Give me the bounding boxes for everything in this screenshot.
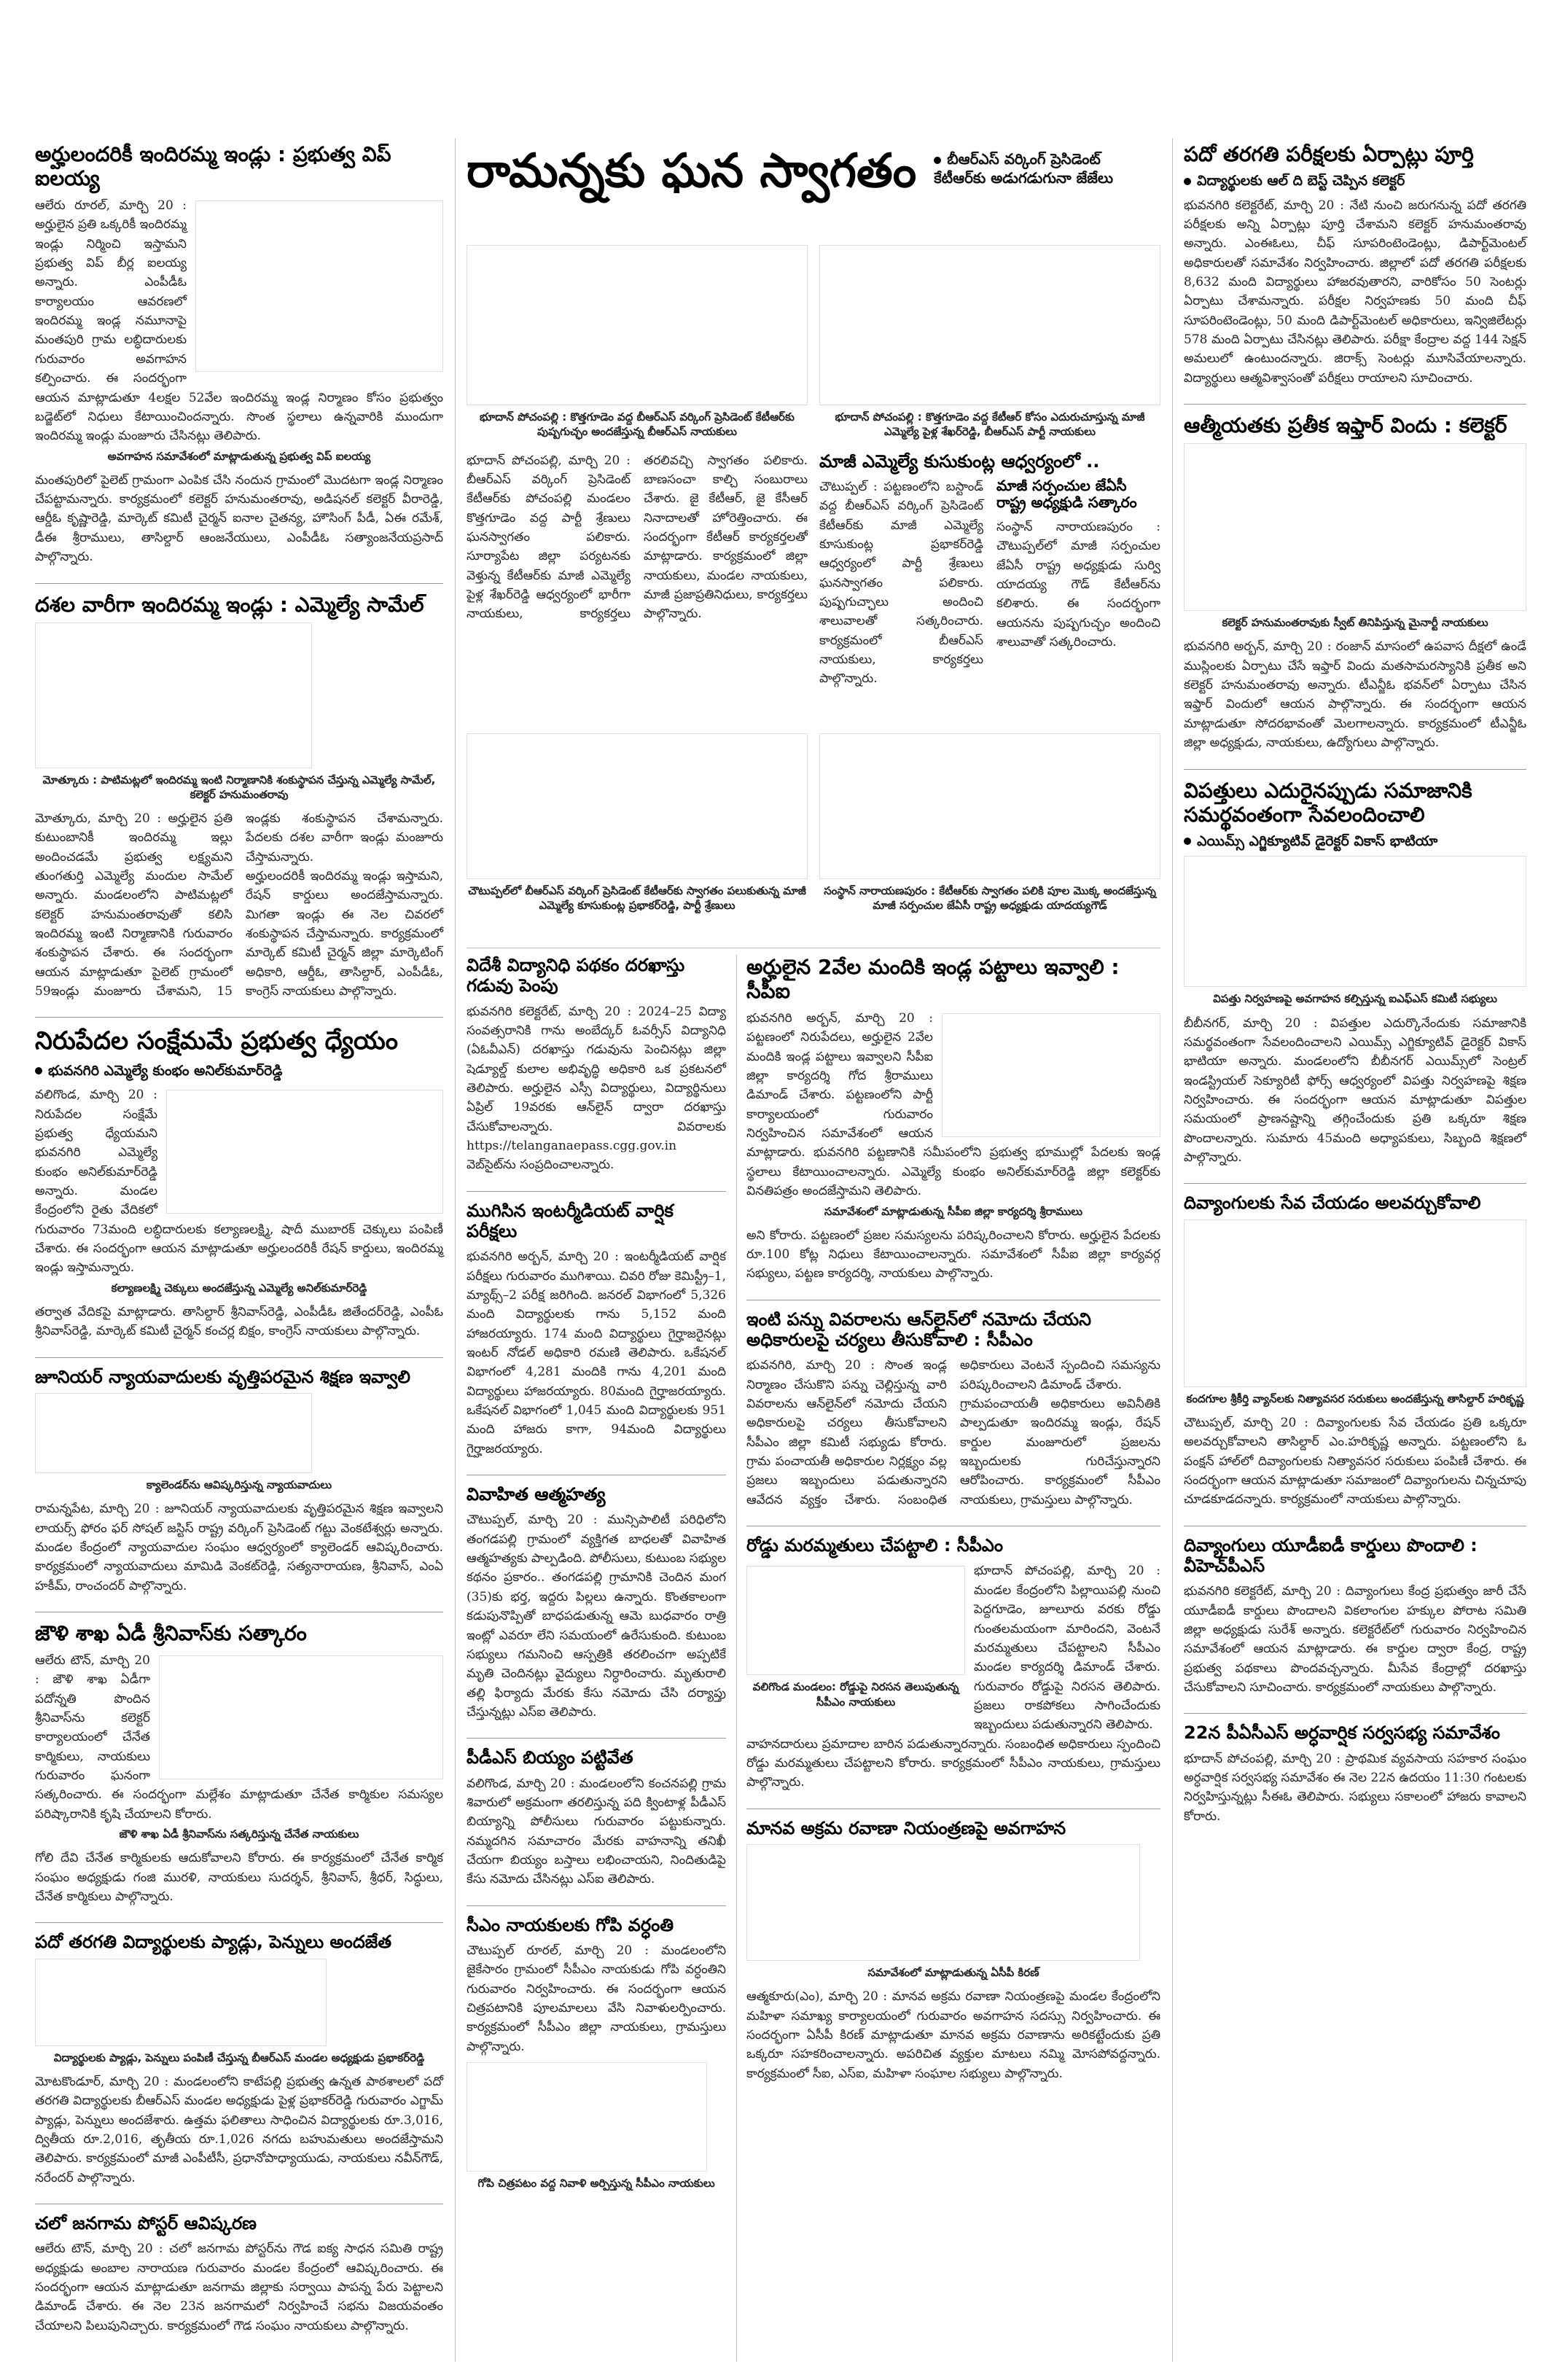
story-pacs-meeting: [1184, 1722, 1531, 1826]
story-body: ఆలేరు రూరల్, మార్చి 20 : అర్హులైన ప్రతి ఒక్కరికీ ఇందిరమ్మ ఇండ్లు నిర్మించి ఇస్తామని ప్రభుత్వ విప్ బీర్ల ఐలయ్య అన్నారు. ఎంపీడీఓ కార్యాలయం ఆవరణలో ఇందిరమ్మ ఇండ్ల నమూనాపై మంతపురి గ్రామ లబ్ధిదారులకు గురువారం అవగాహన కల్పించారు. ఈ సందర్భంగా ఆయన మాట్లాడుతూ 4లక్షల 52వేల ఇందిరమ్మ ఇండ్ల నిర్మాణం కోసం ప్రభుత్వం బడ్జెట్‌లో నిధులు కేటాయించిందన్నారు. సొంత స్థలాలు ఉన్నవారికి ముందుగా ఇందిరమ్మ ఇండ్లు మంజూరు చేసినట్లు తెలిపారు.: [35, 198, 448, 444]
divider: [1184, 769, 1526, 770]
story-gopi-death-anniversary: [467, 1914, 730, 2191]
headline: మానవ అక్రమ రవాణా నియంత్రణపై అవగాహన: [746, 1817, 1066, 1838]
story-intermediate-exams: [467, 1200, 730, 1459]
headline: అర్హులందరికీ ఇందిరమ్మ ఇండ్లు : ప్రభుత్వ విప్ ఐలయ్య: [35, 142, 391, 191]
headline: దివ్యాంగులు యూడీఐడీ కార్డులు పొందాలి : వీహెచ్‌పీఎస్: [1184, 1534, 1478, 1576]
story-textile-ad-felicitation: [35, 1620, 448, 1906]
story-exam-pads-distribution: [35, 1932, 448, 2188]
story-road-repairs-cpm: [746, 1535, 1165, 1792]
headline: రోడ్డు మరమ్మతులు చేపట్టాలి : సీపీఎం: [746, 1535, 1004, 1556]
banner-photos-row2: [467, 729, 1160, 948]
story-body: భువనగిరి అర్బన్, మార్చి 20 : రంజాన్ మాసంలో ఉపవాస దీక్షలో ఉండే ముస్లింలకు ఏర్పాటు చేసే ఇఫ్తార్ విందు మతసామరస్యానికి ప్రతీక అని కలెక్టర్ హనుమంతరావు అన్నారు. టీఎన్జీఓ భవన్‌లో ఏర్పాటు చేసిన ఇఫ్తార్ విందులో ఆయన పాల్గొన్నారు. ఈ సందర్భంగా ఆయన మాట్లాడుతూ సోదరభావంతో మెలగాలన్నారు. కార్యక్రమంలో టీఎన్జీఓ జిల్లా అధ్యక్షుడు, నాయకులు, ఉద్యోగులు పాల్గొన్నారు.: [1184, 639, 1531, 751]
bullet-icon: [1184, 838, 1191, 845]
story-body: అని కోరారు. పట్టణంలో ప్రజల సమస్యలను పరిష్కరించాలని కోరారు. అర్హులైన పేదలకు రూ.100 కోట్ల నిధులు కేటాయించాలన్నారు. సమావేశంలో సీపీఐ జిల్లా కార్యవర్గ సభ్యులు, పట్టణ కార్యదర్శి, నాయకులు పాల్గొన్నారు.: [746, 1228, 1165, 1281]
story-body: చౌటుప్పల్, మార్చి 20 : మున్సిపాలిటీ పరిధిలోని తంగడపల్లి గ్రామంలో వ్యక్తిగత బాధలతో వివాహిత ఆత్మహత్యకు పాల్పడింది. పోలీసులు, కుటుంబ సభ్యుల కథనం ప్రకారం.. తంగడపల్లి గ్రామానికి చెందిన మంగ (35)కు భర్త, ఇద్దరు పిల్లలు ఉన్నారు. కొంతకాలంగా కడుపునొప్పితో బాధపడుతున్న ఆమె బుధవారం రాత్రి ఇంట్లో ఎవరూ లేని సమయంలో ఉరేసుకుంది. కుటుంబ సభ్యులు గమనించి ఆస్పత్రికి తరలించగా అప్పటికే మృతి చెందినట్లు వైద్యులు నిర్ధారించారు. మృతురాలి తల్లి ఫిర్యాదు మేరకు కేసు నమోదు చేసి దర్యాప్తు చేస్తున్నట్లు ఎస్ఐ తెలిపారు.: [467, 1513, 730, 1720]
photo-caption: వలిగొండ మండలం: రోడ్డుపై నిరసన తెలుపుతున్న సీపీఎం నాయకులు: [752, 1680, 959, 1709]
story-body: గ్రామపంచాయతీ అధికారులు అవినీతికి పాల్పడుతూ ఇందిరమ్మ ఇండ్లు, రేషన్ కార్డుల మంజూరులో ప్రజలను ఇబ్బందులకు గురిచేస్తున్నారని ఆరోపించారు. కార్యక్రమంలో సీపీఎం నాయకులు, గ్రామస్తులు పాల్గొన్నారు.: [960, 1397, 1165, 1507]
headline: ఇంటి పన్ను వివరాలను ఆన్‌లైన్‌లో నమోదు చేయని అధికారులపై చర్యలు తీసుకోవాలి : సీపీఎం: [746, 1308, 1091, 1351]
divider: [35, 1017, 443, 1018]
banner-subheadline: [934, 149, 1138, 187]
news-photo: [1184, 856, 1526, 987]
divider: [467, 1738, 726, 1739]
story-serve-disabled: [1184, 1193, 1531, 1509]
story-body: చౌటుప్పల్ రూరల్, మార్చి 20 : మండలంలోని జైకేసారం గ్రామంలో సీపీఎం నాయకుడు గోపి వర్ధంతిని గురువారం నిర్వహించారు. ఈ సందర్భంగా ఆయన చిత్రపటానికి పూలమాలలు వేసి నివాళులర్పించారు. కార్యక్రమంలో సీపీఎం జిల్లా నాయకులు, గ్రామస్తులు పాల్గొన్నారు.: [467, 1943, 730, 2054]
bullet-icon: [35, 1067, 42, 1074]
subheadline: [1184, 172, 1526, 190]
headline: పదో తరగతి పరీక్షలకు ఏర్పాట్లు పూర్తి: [1184, 142, 1474, 166]
news-photo: [1184, 443, 1526, 611]
story-body: ఆలేరు టౌన్, మార్చి 20 : జౌళి శాఖ ఏడీగా పదోన్నతి పొందిన శ్రీనివాస్‌ను కలెక్టర్ కార్యాలయంలో చేనేత కార్మికులు, నాయకులు గురువారం ఘనంగా సత్కరించారు. ఈ సందర్భంగా మల్లేశం మాట్లాడుతూ చేనేత కార్మికుల సమస్యల పరిష్కారానికి కృషి చేయాలని కోరారు.: [35, 1653, 448, 1822]
news-photo: [467, 2062, 707, 2172]
story-online-tax-cpm: [746, 1308, 1165, 1510]
story-body: భూదాన్ పోచంపల్లి, మార్చి 20 : బీఆర్ఎస్ వర్కింగ్ ప్రెసిడెంట్ కేటీఆర్‌కు పోచంపల్లి మండలం కొత్తగూడెం వద్ద పార్టీ శ్రేణులు ఘనస్వాగతం పలికారు. సూర్యాపేట జిల్లా పర్యటనకు వెళ్తున్న కేటీఆర్‌కు మాజీ ఎమ్మెల్యే పైళ్ల శేఖర్‌రెడ్డి ఆధ్వర్యంలో భారీగా నాయకులు, కార్యకర్తలు తరలివచ్చి స్వాగతం పలికారు. బాణసంచా కాల్చి సంబురాలు చేశారు. జై కేటీఆర్, జై కేసీఆర్ నినాదాలతో హోరెత్తించారు. ఈ సందర్భంగా కేటీఆర్ కార్యకర్తలతో మాట్లాడారు. కార్యక్రమంలో జిల్లా నాయకులు, మండల నాయకులు, మాజీ ప్రజాప్రతినిధులు, కార్యకర్తలు పాల్గొన్నారు.: [467, 453, 812, 622]
headline: వివాహిత ఆత్మహత్య: [467, 1484, 606, 1505]
news-photo: [159, 1655, 443, 1779]
photo-caption: కందగూల శ్రీకీర్తి వ్యాన్‌లకు నిత్యావసర సరుకులు అందజేస్తున్న తాసిల్దార్ హరికృష్ణ: [1186, 1392, 1524, 1405]
headline: మాజీ సర్పంచుల జేఏసీ రాష్ట్ర అధ్యక్షుడి సత్కారం: [996, 476, 1137, 512]
photo-caption: అవగాహన సమావేశంలో మాట్లాడుతున్న ప్రభుత్వ విప్ ఐలయ్య: [107, 449, 371, 463]
headline: విదేశీ విద్యానిధి పథకం దరఖాస్తు గడువు పెంపు: [467, 955, 685, 996]
news-photo: [746, 1844, 1140, 1961]
story-body: అర్హులందరికీ ఇందిరమ్మ ఇండ్లు ఇస్తామని, రేషన్ కార్డులు అందజేస్తామన్నారు. మిగతా ఇండ్లు ఈ నెల చివరలో శంకుస్థాపన చేస్తామన్నారు. కార్యక్రమంలో మార్కెట్ కమిటీ చైర్మన్ జిల్లా మార్కెటింగ్ అధికారి, ఆర్డీఓ, తాసిల్దార్, ఎంపీడీఓ, కాంగ్రెస్ నాయకులు పాల్గొన్నారు.: [246, 869, 448, 999]
divider: [467, 1905, 726, 1906]
story-body: చౌటుప్పల్ : పట్టణంలోని బస్టాండ్ వద్ద బీఆర్ఎస్ వర్కింగ్ ప్రెసిడెంట్ కేటీఆర్‌కు మాజీ ఎమ్మెల్యే కూసుకుంట్ల ప్రభాకర్‌రెడ్డి ఆధ్వర్యంలో పార్టీ శ్రేణులు ఘనస్వాగతం పలికారు. పుష్పగుచ్ఛాలు అందించి శాలువాలతో సత్కరించారు. కార్యక్రమంలో బీఆర్ఎస్ నాయకులు, కార్యకర్తలు పాల్గొన్నారు.: [819, 479, 988, 687]
divider: [35, 1922, 443, 1923]
story-iftar-dinner: [1184, 413, 1531, 752]
story-house-pattas-cpi: [746, 955, 1165, 1284]
bullet-icon: [1184, 178, 1191, 185]
photo-caption: చౌటుప్పల్‌లో బీఆర్ఎస్ వర్కింగ్ ప్రెసిడెంట్ కేటీఆర్‌కు స్వాగతం పలుకుతున్న మాజీ ఎమ్మెల్యే కూసుకుంట్ల ప్రభాకర్‌రెడ్డి, పార్టీ శ్రేణులు: [468, 884, 806, 913]
subheadline: [1184, 832, 1526, 851]
story-body: ఆలేరు టౌన్, మార్చి 20 : చలో జనగామ పోస్టర్‌ను గౌడ ఐక్య సాధన సమితి రాష్ట్ర అధ్యక్షుడు అంబాల నారాయణ గురువారం మండల కేంద్రంలో ఆవిష్కరించారు. ఈ సందర్భంగా ఆయన మాట్లాడుతూ జనగామ జిల్లాకు సర్వాయి పాపన్న పేరు పెట్టాలని డిమాండ్ చేశారు. ఈ నెల 23న జనగామలో నిర్వహించే సభను విజయవంతం చేయాలని పిలుపునిచ్చారు. కార్యక్రమంలో గౌడ సంఘం నాయకులు పాల్గొన్నారు.: [35, 2242, 448, 2333]
news-photo: [467, 733, 808, 879]
subheadline-text: ఎయిమ్స్ ఎగ్జిక్యూటివ్ డైరెక్టర్ వికాస్ భాటియా: [1197, 832, 1438, 849]
news-photo: [1184, 1220, 1526, 1387]
story-body: వలిగొండ, మార్చి 20 : మండలంలోని కంచనపల్లి గ్రామ శివారులో అక్రమంగా తరలిస్తున్న పది క్వింటాళ్ల పీడీఎస్ బియ్యాన్ని పోలీసులు గురువారం పట్టుకున్నారు. నమ్మదగిన సమాచారం మేరకు వాహనాన్ని తనిఖీ చేయగా బియ్యం బస్తాలు లభించాయని, నిందితుడిపై కేసు నమోదు చేసినట్లు ఎస్ఐ తెలిపారు.: [467, 1776, 730, 1887]
photo-caption: కలెక్టర్ హనుమంతరావుకు స్వీట్ తినిపిస్తున్న మైనార్టీ నాయకులు: [1222, 616, 1488, 630]
divider: [1184, 1713, 1526, 1714]
story-phased-indiramma-houses: [35, 592, 448, 1002]
bullet-icon: [934, 157, 941, 164]
center-right-subcolumn: [746, 955, 1165, 2362]
story-body: వాహనదారులు ప్రమాదాల బారిన పడుతున్నారన్నారు. సంబంధిత అధికారులు స్పందించి రోడ్డు మరమ్మతులు చేపట్టాలని కోరారు. కార్యక్రమంలో సీపీఎం నాయకులు, గ్రామస్తులు పాల్గొన్నారు.: [746, 1736, 1165, 1790]
story-body: రామన్నపేట, మార్చి 20 : జూనియర్ న్యాయవాదులకు వృత్తిపరమైన శిక్షణ ఇవ్వాలని లాయర్స్ ఫోరం ఫర్ సోషల్ జస్టిస్ రాష్ట్ర వర్కింగ్ ప్రెసిడెంట్ గట్టు వెంకటేశ్వర్లు అన్నారు. మండల కేంద్రంలో న్యాయవాదుల సంఘం ఆధ్వర్యంలో క్యాలెండర్ ఆవిష్కరించారు. కార్యక్రమంలో న్యాయవాదులు మామిడి వెంకట్‌రెడ్డి, సత్యనారాయణ, శ్రీనివాస్, ఎంఏ హకీమ్, రాంచందర్ పాల్గొన్నారు.: [35, 1502, 448, 1593]
news-photo: [195, 200, 443, 372]
photo-caption: గోపి చిత్రపటం వద్ద నివాళి అర్పిస్తున్న సీపీఎం నాయకులు: [477, 2176, 715, 2190]
banner-story: [467, 146, 1160, 233]
story-body: భువనగిరి కలెక్టరేట్, మార్చి 20 : 2024–25 విద్యా సంవత్సరానికి గాను అంబేద్కర్ ఓవర్సీస్ విద్యానిధి (ఏఓవీఎన్) దరఖాస్తు గడువును పెంచినట్లు జిల్లా షెడ్యూల్డ్ కులాల అభివృద్ధి అధికారి ఒక ప్రకటనలో తెలిపారు. అర్హులైన ఎస్సీ విద్యార్థులు, విద్యార్థినులు ఏప్రిల్ 19వరకు ఆన్‌లైన్ ద్వారా దరఖాస్తు చేసుకోవాలన్నారు. వివరాలకు https://telanganaepass.cgg.gov.in వెబ్‌సైట్‌ను సంప్రదించాలన్నారు.: [467, 1004, 730, 1173]
divider: [35, 583, 443, 584]
photo-caption: సమావేశంలో మాట్లాడుతున్న సీపీఐ జిల్లా కార్యదర్శి శ్రీరాములు: [824, 1204, 1083, 1218]
story-body: సంస్థాన్ నారాయణపురం : చౌటుప్పల్‌లో మాజీ సర్పంచుల జేఏసీ రాష్ట్ర అధ్యక్షుడు సుర్వి యాదయ్య గౌడ్ కేటీఆర్‌ను కలిశారు. ఈ సందర్భంగా ఆయనను పుష్పగుచ్ఛం అందించి శాలువాతో సత్కరించారు.: [996, 520, 1165, 650]
story-woman-suicide: [467, 1484, 730, 1722]
center-left-subcolumn: [467, 955, 730, 2362]
news-photo: [942, 1013, 1160, 1137]
news-photo: [819, 733, 1160, 879]
banner-headline: రామన్నకు ఘన స్వాగతం: [467, 144, 917, 198]
subheadline-text: భువనగిరి ఎమ్మెల్యే కుంభం అనిల్‌కుమార్‌రెడ్డి: [48, 1062, 283, 1079]
headline: ఆత్మీయతకు ప్రతీక ఇఫ్తార్ విందు : కలెక్టర్: [1184, 413, 1507, 438]
subheadline-text: విద్యార్థులకు ఆల్ ది బెస్ట్ చెప్పిన కలెక్టర్: [1197, 173, 1405, 190]
headline: దశల వారీగా ఇందిరమ్మ ఇండ్లు : ఎమ్మెల్యే సామేల్: [35, 592, 424, 617]
right-column: [1184, 142, 1531, 2358]
story-junior-advocates: [35, 1366, 448, 1596]
headline: ముగిసిన ఇంటర్మీడియట్ వార్షిక పరీక్షలు: [467, 1200, 674, 1242]
story-ssc-exam-arrangements: [1184, 142, 1531, 388]
headline: మాజీ ఎమ్మెల్యే కుసుకుంట్ల ఆధ్వర్యంలో ..: [819, 450, 1100, 472]
photo-caption: మోత్కూరు : పాటిమట్లలో ఇందిరమ్మ ఇంటి నిర్మాణానికి శంకుస్థాపన చేస్తున్న ఎమ్మెల్యే సామేల్, కలెక్టర్ హనుమంతరావు: [42, 773, 436, 801]
headline: చలో జనగామ పోస్టర్ ఆవిష్కరణ: [35, 2212, 257, 2233]
divider: [1184, 1183, 1526, 1184]
subheadline: [35, 1062, 443, 1080]
headline: జూనియర్ న్యాయవాదులకు వృత్తిపరమైన శిక్షణ ఇవ్వాలి: [35, 1366, 410, 1387]
headline: సీఎం నాయకులకు గోపి వర్ధంతి: [467, 1914, 674, 1935]
story-body: గోలి దేవి చేనేత కార్మికులకు ఆదుకోవాలని కోరారు. ఈ కార్యక్రమంలో చేనేత కార్మిక సంఘం అధ్యక్షుడు గంజి మురళి, నాయకులు సుదర్శన్, శ్రీనివాస్, శ్రీధర్, సిద్ధులు, చేనేత కార్మికులు పాల్గొన్నారు.: [35, 1851, 448, 1904]
story-body: వలిగొండ, మార్చి 20 : నిరుపేదల సంక్షేమే ప్రభుత్వ ధ్యేయమని భువనగిరి ఎమ్మెల్యే కుంభం అనిల్‌కుమార్‌రెడ్డి అన్నారు. మండల కేంద్రంలోని రైతు వేదికలో గురువారం 73మంది లబ్ధిదారులకు కల్యాణలక్ష్మి, షాదీ ముబారక్ చెక్కులు పంపిణీ చేశారు. ఈ సందర్భంగా ఆయన మాట్లాడుతూ అర్హులందరికీ రేషన్ కార్డులు, ఇందిరమ్మ ఇండ్లు ఇస్తామన్నారు.: [35, 1088, 448, 1276]
column-rule: [455, 138, 456, 2362]
story-disaster-training: [1184, 778, 1531, 1168]
story-body: భువనగిరి, మార్చి 20 : సొంత ఇండ్ల నిర్మాణం చేసుకొని పన్ను చెల్లిస్తున్న వారి వివరాలను ఆన్‌లైన్‌లో నమోదు చేయని అధికారులపై చర్యలు తీసుకోవాలని సీపీఎం జిల్లా కమిటీ సభ్యుడు కోరారు. గ్రామ పంచాయతీ అధికారుల నిర్లక్ష్యం వల్ల ప్రజలు ఇబ్బందులు పడుతున్నారని ఆవేదన వ్యక్తం చేశారు. సంబంధిత అధికారులు వెంటనే స్పందించి సమస్యను పరిష్కరించాలని డిమాండ్ చేశారు.: [746, 1358, 1165, 1507]
story-body: మోటకొండూర్, మార్చి 20 : మండలంలోని కాటేపల్లి ప్రభుత్వ ఉన్నత పాఠశాలలో పదో తరగతి విద్యార్థులకు బీఆర్ఎస్ మండల అధ్యక్షుడు పైళ్ల ప్రభాకర్‌రెడ్డి గురువారం ఎగ్జామ్ ప్యాడ్లు, పెన్నులు అందజేశారు. ఉత్తమ ఫలితాలు సాధించిన విద్యార్థులకు రూ.3,016, ద్వితీయ రూ.2,016, తృతీయ రూ.1,026 నగదు బహుమతులు అందజేస్తామని తెలిపారు. కార్యక్రమంలో మాజీ ఎంపీటీసీ, ప్రధానోపాధ్యాయుడు, నాయకులు నవీన్‌గౌడ్, నరేందర్ పాల్గొన్నారు.: [35, 2074, 448, 2185]
headline: నిరుపేదల సంక్షేమమే ప్రభుత్వ ధ్యేయం: [35, 1026, 398, 1056]
photo-caption: విపత్తు నిర్వహణపై అవగాహన కల్పిస్తున్న ఐఎఫ్‌ఎస్ కమిటీ సభ్యులు: [1213, 992, 1497, 1006]
photo-caption: సమావేశంలో మాట్లాడుతున్న ఏసీపీ కిరణ్: [867, 1965, 1039, 1979]
column-rule: [736, 955, 737, 2362]
photo-caption: భూదాన్ పోచంపల్లి : కొత్తగూడెం వద్ద బీఆర్ఎస్ వర్కింగ్ ప్రెసిడెంట్ కేటీఆర్‌కు పుష్పగుచ్ఛం అందజేస్తున్న బీఆర్ఎస్ నాయకులు: [480, 410, 795, 439]
headline: పదో తరగతి విద్యార్థులకు ప్యాడ్లు, పెన్నులు అందజేత: [35, 1932, 392, 1953]
headline: అర్హులైన 2వేల మందికి ఇండ్ల పట్టాలు ఇవ్వాలి : సీపీఐ: [746, 955, 1120, 1004]
news-photo: [35, 623, 312, 768]
story-pds-rice-seized: [467, 1747, 730, 1889]
story-chalo-jangaon-poster: [35, 2212, 448, 2336]
story-human-trafficking-awareness: [746, 1817, 1165, 2083]
story-body: చౌటుప్పల్, మార్చి 20 : దివ్యాంగులకు సేవ చేయడం ప్రతి ఒక్కరూ అలవర్చుకోవాలని తాసిల్దార్ ఎం.హరికృష్ణ అన్నారు. పట్టణంలోని ఓ పంక్షన్ హాల్‌లో దివ్యాంగులకు నిత్యావసర సరుకులు పంపిణీ చేశారు. ఈ సందర్భంగా ఆయన మాట్లాడుతూ సమాజంలో దివ్యాంగులను చిన్నచూపు చూడకూడదన్నారు. కార్యక్రమంలో నాయకులు పాల్గొన్నారు.: [1184, 1415, 1531, 1507]
headline: జౌళి శాఖ ఏడీ శ్రీనివాస్‌కు సత్కారం: [35, 1620, 307, 1645]
story-body: భూదాన్ పోచంపల్లి, మార్చి 20 : ప్రాథమిక వ్యవసాయ సహకార సంఘం అర్ధవార్షిక సర్వసభ్య సమావేశం ఈ నెల 22న ఉదయం 11:30 గంటలకు నిర్వహిస్తున్నట్లు సీఈఓ తెలిపారు. సభ్యులు సకాలంలో హాజరు కావాలని కోరారు.: [1184, 1751, 1531, 1824]
news-photo: [467, 245, 808, 405]
story-body: భువనగిరి అర్బన్, మార్చి 20 : ఇంటర్మీడియట్ వార్షిక పరీక్షలు గురువారం ముగిశాయి. చివరి రోజు కెమిస్ట్రీ–1, మ్యాథ్స్–2 పరీక్ష జరిగింది. జనరల్ విభాగంలో 5,326 మంది విద్యార్థులకు గాను 5,152 మంది హాజరయ్యారు. 174 మంది విద్యార్థులు గైర్హాజరైనట్లు ఇంటర్ నోడల్ అధికారి రమణి తెలిపారు. ఒకేషనల్ విభాగంలో 4,281 మందికి గాను 4,201 మంది విద్యార్థులు హాజరయ్యారు. 80మంది గైర్హాజరయ్యారు. ఒకేషనల్ విభాగంలో 1,045 మంది విద్యార్థులకు 951 మంది హాజరు కాగా, 94మంది విద్యార్థులు గైర్హాజరయ్యారు.: [467, 1249, 730, 1456]
story-body: మంతపురిలో పైలెట్ గ్రామంగా ఎంపిక చేసి నందున గ్రామంలో మొదటగా ఇండ్ల నిర్మాణం చేపట్టామన్నారు. కార్యక్రమంలో కలెక్టర్ హనుమంతరావు, అడిషనల్ కలెక్టర్ వీరారెడ్డి, ఆర్డీఓ కృష్ణారెడ్డి, మార్కెట్ కమిటీ చైర్మన్ ఐనాల చైతన్య, హౌసింగ్ పీడీ, ఏఈ రమేశ్, డీఈ శ్రీరాములు, తాసిల్దార్ ఆంజనేయులు, ఎంపీడీఓ సత్యాంజనేయప్రసాద్ పాల్గొన్నారు.: [35, 472, 448, 565]
divider: [35, 1357, 443, 1358]
story-body: భువనగిరి కలెక్టరేట్, మార్చి 20 : దివ్యాంగులు కేంద్ర ప్రభుత్వం జారీ చేసే యూడీఐడీ కార్డులు పొందాలని వికలాంగుల హక్కుల పోరాట సమితి జిల్లా అధ్యక్షుడు సురేశ్ అన్నారు. కలెక్టరేట్‌లో గురువారం నిర్వహించిన సమావేశంలో ఆయన మాట్లాడారు. ఈ కార్డుల ద్వారా కేంద్ర, రాష్ట్ర ప్రభుత్వ పథకాలు పొందవచ్చన్నారు. మీసేవ కేంద్రాల్లో దరఖాస్తు చేసుకోవాలని సూచించారు. కార్యక్రమంలో నాయకులు పాల్గొన్నారు.: [1184, 1584, 1531, 1695]
story-body: భూదాన్ పోచంపల్లి, మార్చి 20 : మండల కేంద్రంలోని పిల్లాయిపల్లి నుంచి పెద్దగూడెం, జూలూరు వరకు రోడ్డు గుంతలమయంగా మారిందని, వెంటనే మరమ్మతులు చేపట్టాలని సీపీఎం మండల కార్యదర్శి డిమాండ్ చేశారు. గురువారం రోడ్డుపై నిరసన తెలిపారు. ప్రజలు రాకపోకలు సాగించేందుకు ఇబ్బందులు పడుతున్నారని తెలిపారు.: [974, 1564, 1165, 1733]
story-body: మోత్కూరు, మార్చి 20 : అర్హులైన ప్రతి కుటుంబానికీ ఇందిరమ్మ ఇల్లు అందించడమే ప్రభుత్వ లక్ష్యమని తుంగతుర్తి ఎమ్మెల్యే మందుల సామేల్ అన్నారు. మండలంలోని పాటిమట్లలో కలెక్టర్ హనుమంతరావుతో కలిసి ఇందిరమ్మ ఇంటి నిర్మాణానికి గురువారం శంకుస్థాపన చేశారు. ఈ సందర్భంగా ఆయన మాట్లాడుతూ పైలెట్ గ్రామంలో 59ఇండ్లు మంజూరు చేశామని, 15 ఇండ్లకు శంకుస్థాపన చేశామన్నారు. పేదలకు దశల వారీగా ఇండ్లు మంజూరు చేస్తామన్నారు.: [35, 811, 448, 999]
story-body: భువనగిరి కలెక్టరేట్, మార్చి 20 : నేటి నుంచి జరుగనున్న పదో తరగతి పరీక్షలకు అన్ని ఏర్పాట్లు పూర్తి చేశామని కలెక్టర్ హనుమంతరావు అన్నారు. ఎంఈఓలు, చీఫ్ సూపరింటెండెంట్లు, డిపార్ట్‌మెంటల్ అధికారులతో సమావేశం నిర్వహించారు. జిల్లాలో పదో తరగతి పరీక్షలకు 8,632 మంది విద్యార్థులు హాజరవుతారని, వారికోసం 50 సెంటర్లు ఏర్పాటు చేశామన్నారు. పరీక్షల నిర్వహణకు 50 మంది చీఫ్ సూపరింటెండెంట్లు, 50 మంది డిపార్ట్‌మెంటల్ అధికారులు, ఇన్విజిలేటర్లు 578 మంది ఏర్పాటు చేసినట్లు తెలిపారు. పరీక్షా కేంద్రాల వద్ద 144 సెక్షన్ అమలులో ఉంటుందన్నారు. జిరాక్స్ సెంటర్లు మూసివేయాలన్నారు. విద్యార్థులు ఆత్మవిశ్వాసంతో పరీక్షలు రాయాలని సూచించారు.: [1184, 198, 1531, 386]
news-photo: [35, 1959, 327, 2046]
photo-caption: విద్యార్థులకు ప్యాడ్లు, పెన్నులు పంపిణీ చేస్తున్న బీఆర్ఎస్ మండల అధ్యక్షుడు ప్రభాకర్‌రెడ్డి: [53, 2051, 425, 2064]
story-body: తర్వాత వేదికపై మాట్లాడారు. తాసిల్దార్ శ్రీనివాస్‌రెడ్డి, ఎంపీడీఓ జితేందర్‌రెడ్డి, ఎంపీఓ శ్రీనివాస్‌రెడ్డి, మార్కెట్ కమిటీ చైర్మన్ కంచర్ల బిక్షం, కాంగ్రెస్ నాయకులు పాల్గొన్నారు.: [35, 1304, 448, 1339]
banner-subheadline-text: బీఆర్ఎస్ వర్కింగ్ ప్రెసిడెంట్ కేటీఆర్‌కు అడుగడుగునా జేజేలు: [934, 150, 1114, 187]
story-overseas-scholarship: [467, 955, 730, 1175]
news-photo: [819, 245, 1160, 405]
news-photo: [35, 1393, 312, 1473]
story-body: బీబీనగర్, మార్చి 20 : విపత్తుల ఎదుర్కొనేందుకు సమాజానికి సమర్థవంతంగా సేవలందించాలని ఎయిమ్స్ ఎగ్జిక్యూటివ్ డైరెక్టర్ వికాస్ భాటియా అన్నారు. మండలంలోని బీబీనగర్ ఎయిమ్స్‌లో సెంట్రల్ ఇండస్ట్రియల్ సెక్యూరిటీ ఫోర్స్ ఆధ్వర్యంలో విపత్తు నిర్వహణపై శిక్షణ నిర్వహించారు. ఈ సందర్భంగా ఆయన మాట్లాడుతూ విపత్తుల సమయంలో ప్రాణనష్టాన్ని తగ్గించేందుకు ప్రతి ఒక్కరూ శిక్షణ పొందాలన్నారు. సుమారు 45మంది అధ్యాపకులు, సిబ్బంది శిక్షణలో పాల్గొన్నారు.: [1184, 1015, 1531, 1165]
divider: [467, 1191, 726, 1192]
headline: 22న పీఏసీఎస్ అర్ధవార్షిక సర్వసభ్య సమావేశం: [1184, 1722, 1500, 1744]
photo-caption: జౌళి శాఖ ఏడీ శ్రీనివాస్‌ను సత్కరిస్తున్న చేనేత నాయకులు: [119, 1827, 359, 1841]
news-photo: [166, 1090, 443, 1214]
divider: [1184, 404, 1526, 405]
story-indiramma-houses-whip: [35, 142, 448, 567]
photo-caption: క్యాలెండర్‌ను ఆవిష్కరిస్తున్న న్యాయవాదులు: [146, 1478, 332, 1491]
headline: పీడీఎస్ బియ్యం పట్టివేత: [467, 1747, 633, 1768]
story-welfare-of-poor: [35, 1026, 448, 1341]
photo-caption: కల్యాణలక్ష్మి చెక్కులు అందజేస్తున్న ఎమ్మెల్యే అనిల్‌కుమార్‌రెడ్డి: [111, 1281, 367, 1295]
story-body: భువనగిరి అర్బన్, మార్చి 20 : పట్టణంలో నిరుపేదలు, అర్హులైన 2వేల మందికి ఇండ్ల పట్టాలు ఇవ్వాలని సీపీఐ జిల్లా కార్యదర్శి గోద శ్రీరాములు డిమాండ్ చేశారు. పట్టణంలోని పార్టీ కార్యాలయంలో గురువారం నిర్వహించిన సమావేశంలో ఆయన మాట్లాడారు. భువనగిరి పట్టణానికి సమీపంలోని ప్రభుత్వ భూముల్లో పేదలకు ఇండ్ల స్థలాలు కేటాయించాలన్నారు. ఎమ్మెల్యే కుంభం అనిల్‌కుమార్‌రెడ్డి జిల్లా కలెక్టర్‌కు వినతిపత్రం అందజేస్తామని తెలిపారు.: [746, 1011, 1165, 1199]
photo-caption: భూదాన్ పోచంపల్లి : కొత్తగూడెం వద్ద కేటీఆర్ కోసం ఎదురుచూస్తున్న మాజీ ఎమ్మెల్యే పైళ్ల శేఖర్‌రెడ్డి, బీఆర్ఎస్ పార్టీ నాయకులు: [835, 410, 1145, 439]
left-column: [35, 142, 448, 2358]
story-udid-cards: [1184, 1534, 1531, 1698]
column-rule: [1172, 138, 1173, 2362]
photo-caption: సంస్థాన్ నారాయణపురం : కేటీఆర్‌కు స్వాగతం పలికి పూల మొక్క అందజేస్తున్న మాజీ సర్పంచుల జేఏసీ రాష్ట్ర అధ్యక్షుడు యాదయ్యగౌడ్: [824, 884, 1156, 913]
headline: విపత్తులు ఎదురైనప్పుడు సమాజానికి సమర్థవంతంగా సేవలందించాలి: [1184, 778, 1472, 827]
headline: దివ్యాంగులకు సేవ చేయడం అలవర్చుకోవాలి: [1184, 1193, 1481, 1214]
news-photo: [746, 1566, 965, 1675]
story-body: ఆత్మకూరు(ఎం), మార్చి 20 : మానవ అక్రమ రవాణా నియంత్రణపై మండల కేంద్రంలోని మహిళా సమాఖ్య కార్యాలయంలో గురువారం అవగాహన సదస్సు నిర్వహించారు. ఈ సందర్భంగా ఏసీపీ కిరణ్ మాట్లాడుతూ మానవ అక్రమ రవాణాను అరికట్టేందుకు ప్రతి ఒక్కరూ సహకరించాలన్నారు. అపరిచిత వ్యక్తుల మాటలు నమ్మి మోసపోవద్దన్నారు. కార్యక్రమంలో సీఐ, ఎస్ఐ, మహిళా సంఘాల సభ్యులు పాల్గొన్నారు.: [746, 1989, 1165, 2081]
